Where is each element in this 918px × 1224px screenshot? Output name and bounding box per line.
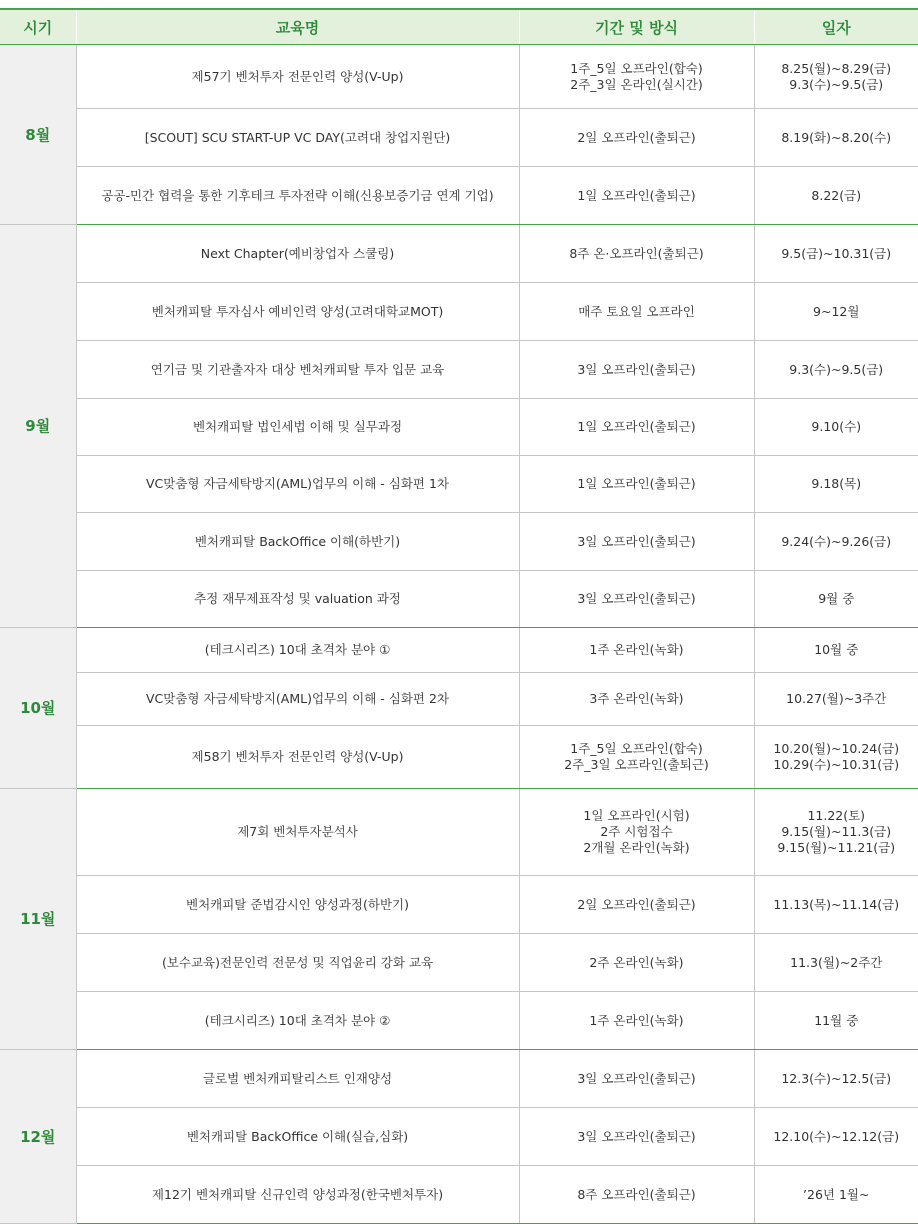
table-row [0,876,918,934]
date-cell [754,628,918,673]
table-row [0,789,918,876]
method-line: 1주_5일 오프라인(합숙) [570,741,703,756]
date-line: 9.15(월)~11.3(금) [781,824,892,839]
table-row [0,673,918,726]
table-row [0,456,918,513]
date-line: 9.15(월)~11.21(금) [777,840,896,855]
course-name-cell: 공공-민간 협력을 통한 기후테크 투자전략 이해(신용보증기금 연계 기업) [76,167,519,225]
method-line: 3일 오프라인(출퇴근) [577,533,696,549]
date-line: 9.3(수)~9.5(금) [789,361,884,377]
table-row [0,992,918,1050]
date-line: 10.20(월)~10.24(금) [773,741,900,756]
schedule-table [0,8,918,1224]
table-row [0,513,918,571]
method-cell [519,1108,754,1166]
method-line: 매주 토요일 오프라인 [578,303,695,319]
method-line: 1주 온라인(녹화) [589,1012,684,1028]
table-body [0,45,918,1224]
method-cell [519,673,754,726]
method-cell [519,1166,754,1224]
method-cell [519,45,754,109]
date-line: 9.18(목) [811,476,862,491]
date-line: 10.27(월)~3주간 [786,691,887,706]
course-name-cell: 제12기 벤처캐피탈 신규인력 양성과정(한국벤처투자) [76,1166,519,1224]
table-row [0,225,918,283]
method-line: 1일 오프라인(출퇴근) [577,187,696,203]
period-cell: 11월 [0,789,76,1050]
course-name-cell: 벤처캐피탈 BackOffice 이해(하반기) [76,513,519,571]
method-cell [519,876,754,934]
date-line: ’26년 1월~ [803,1186,870,1202]
period-cell: 8월 [0,45,76,225]
date-cell [754,167,918,225]
date-cell [754,341,918,399]
course-name-cell: 벤처캐피탈 준법감시인 양성과정(하반기) [76,876,519,934]
table-row [0,341,918,399]
date-cell [754,109,918,167]
date-line: 11.22(토) [807,808,866,823]
header-period: 시기 [0,9,76,45]
date-cell [754,225,918,283]
date-line: 9.10(수) [811,419,862,434]
table-header-row [0,9,918,45]
date-line: 8.22(금) [811,187,862,203]
date-line: 12.10(수)~12.12(금) [773,1128,900,1144]
course-name-cell: 글로벌 벤처캐피탈리스트 인재양성 [76,1050,519,1108]
table-row [0,934,918,992]
method-cell [519,399,754,456]
method-cell [519,934,754,992]
date-line: 9.24(수)~9.26(금) [781,533,892,549]
method-line: 2주 시험접수 [600,824,673,839]
date-line: 9월 중 [818,591,855,606]
header-date: 일자 [754,9,918,45]
course-name-cell: 제58기 벤처투자 전문인력 양성(V-Up) [76,726,519,789]
table-row [0,628,918,673]
course-name-cell: (테크시리즈) 10대 초격차 분야 ① [76,628,519,673]
method-line: 3주 온라인(녹화) [589,691,684,706]
method-cell [519,1050,754,1108]
date-cell [754,456,918,513]
method-cell [519,726,754,789]
method-line: 2주 온라인(녹화) [589,954,684,970]
date-cell [754,726,918,789]
date-cell [754,673,918,726]
method-cell [519,789,754,876]
method-cell [519,109,754,167]
table-row [0,109,918,167]
course-name-cell: 제7회 벤처투자분석사 [76,789,519,876]
method-line: 3일 오프라인(출퇴근) [577,361,696,377]
method-line: 1일 오프라인(출퇴근) [577,476,696,491]
date-cell [754,571,918,628]
course-name-cell: [SCOUT] SCU START-UP VC DAY(고려대 창업지원단) [76,109,519,167]
date-line: 9.5(금)~10.31(금) [781,245,892,261]
table-row [0,283,918,341]
table-row [0,726,918,789]
method-line: 8주 오프라인(출퇴근) [577,1186,696,1202]
method-cell [519,225,754,283]
course-name-cell: (테크시리즈) 10대 초격차 분야 ② [76,992,519,1050]
course-name-cell: 추정 재무제표작성 및 valuation 과정 [76,571,519,628]
course-name-cell: 벤처캐피탈 법인세법 이해 및 실무과정 [76,399,519,456]
method-line: 2주_3일 온라인(실시간) [570,76,703,92]
method-cell [519,571,754,628]
method-line: 8주 온·오프라인(출퇴근) [569,245,704,261]
method-line: 1일 오프라인(출퇴근) [577,419,696,434]
date-cell [754,45,918,109]
date-line: 8.19(화)~8.20(수) [781,129,892,145]
table-row [0,399,918,456]
table-row [0,571,918,628]
method-line: 2주_3일 오프라인(출퇴근) [564,757,709,772]
date-cell [754,876,918,934]
period-cell: 12월 [0,1050,76,1224]
method-cell [519,513,754,571]
header-method: 기간 및 방식 [519,9,754,45]
method-cell [519,283,754,341]
course-name-cell: (보수교육)전문인력 전문성 및 직업윤리 강화 교육 [76,934,519,992]
header-course: 교육명 [76,9,519,45]
course-name-cell: 벤처캐피탈 투자심사 예비인력 양성(고려대학교MOT) [76,283,519,341]
table-row [0,1166,918,1224]
date-line: 8.25(월)~8.29(금) [781,60,892,76]
method-cell [519,628,754,673]
table-row [0,1108,918,1166]
method-cell [519,341,754,399]
date-cell [754,399,918,456]
date-cell [754,789,918,876]
period-cell: 10월 [0,628,76,789]
method-line: 2일 오프라인(출퇴근) [577,896,696,912]
method-line: 3일 오프라인(출퇴근) [577,591,696,606]
course-name-cell: Next Chapter(예비창업자 스쿨링) [76,225,519,283]
method-line: 2일 오프라인(출퇴근) [577,129,696,145]
date-line: 10.29(수)~10.31(금) [773,757,900,772]
table-row [0,45,918,109]
method-cell [519,456,754,513]
date-line: 9.3(수)~9.5(금) [789,76,884,92]
course-name-cell: 제57기 벤처투자 전문인력 양성(V-Up) [76,45,519,109]
method-line: 1주 온라인(녹화) [589,642,684,657]
date-cell [754,1050,918,1108]
date-line: 11.13(목)~11.14(금) [773,896,900,912]
method-cell [519,167,754,225]
method-line: 3일 오프라인(출퇴근) [577,1070,696,1086]
course-name-cell: VC맞춤형 자금세탁방지(AML)업무의 이해 - 심화편 2차 [76,673,519,726]
period-cell: 9월 [0,225,76,628]
method-cell [519,992,754,1050]
date-cell [754,1108,918,1166]
date-cell [754,1166,918,1224]
date-line: 11월 중 [814,1012,859,1028]
date-cell [754,513,918,571]
method-line: 1일 오프라인(시험) [583,808,690,823]
course-name-cell: VC맞춤형 자금세탁방지(AML)업무의 이해 - 심화편 1차 [76,456,519,513]
date-cell [754,934,918,992]
date-line: 11.3(월)~2주간 [790,954,883,970]
date-line: 9~12월 [813,303,860,319]
table-row [0,167,918,225]
method-line: 3일 오프라인(출퇴근) [577,1128,696,1144]
method-line: 2개월 온라인(녹화) [583,840,690,855]
method-line: 1주_5일 오프라인(합숙) [570,60,703,76]
course-name-cell: 연기금 및 기관출자자 대상 벤처캐피탈 투자 입문 교육 [76,341,519,399]
date-cell [754,992,918,1050]
date-cell [754,283,918,341]
date-line: 10월 중 [814,642,859,657]
table-row [0,1050,918,1108]
date-line: 12.3(수)~12.5(금) [781,1070,892,1086]
course-name-cell: 벤처캐피탈 BackOffice 이해(실습,심화) [76,1108,519,1166]
